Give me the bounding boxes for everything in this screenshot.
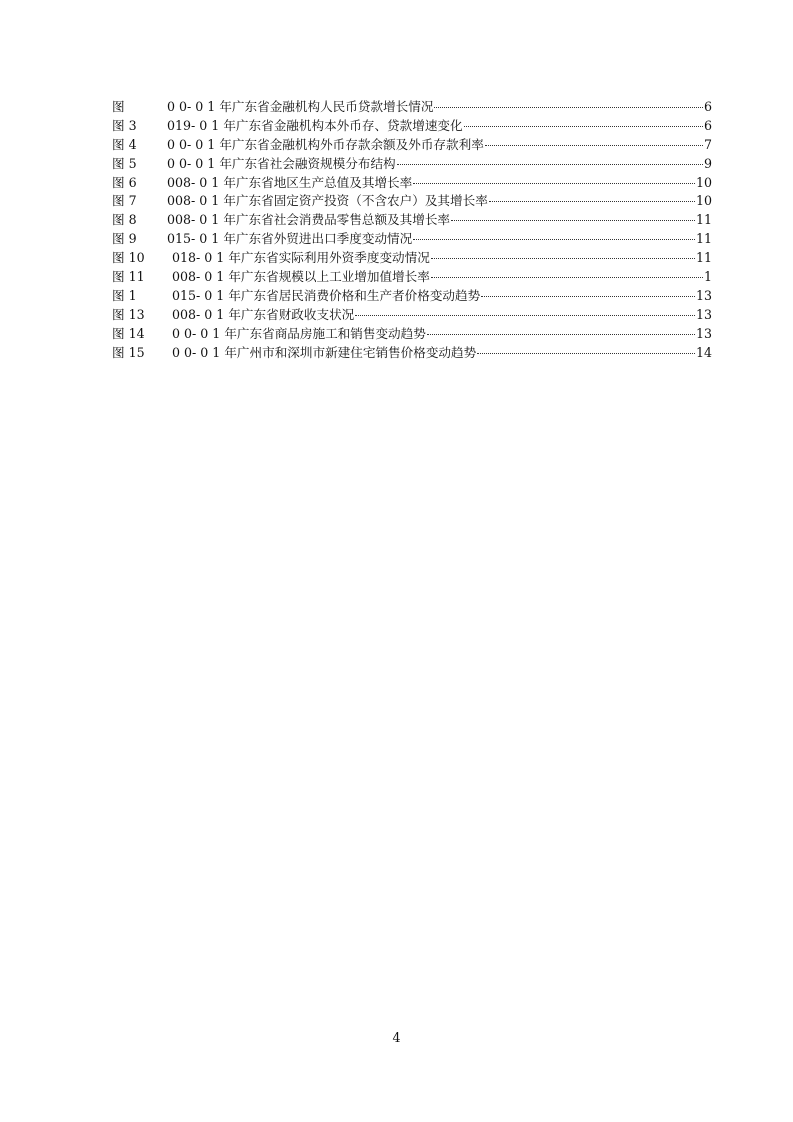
toc-leader-dots [434, 107, 703, 108]
toc-figure-label: 图 [112, 99, 125, 114]
toc-figure-title: 0 0- 0 1 年广州市和深圳市新建住宅销售价格变动趋势 [172, 344, 477, 360]
toc-page-number: 13 [695, 306, 712, 322]
toc-figure-title: 0 0- 0 1 年广东省社会融资规模分布结构 [167, 155, 396, 171]
toc-page-number: 13 [695, 287, 712, 303]
toc-leader-dots [427, 334, 695, 335]
toc-entry[interactable] [112, 287, 712, 306]
toc-figure-title: 008- 0 1 年广东省地区生产总值及其增长率 [167, 174, 413, 190]
toc-leader-dots [477, 353, 695, 354]
toc-leader-dots [413, 239, 695, 240]
toc-entry[interactable] [112, 136, 712, 155]
toc-page-number: 6 [703, 99, 712, 114]
toc-figure-label: 图 1 [112, 287, 137, 303]
toc-figure-title: 0 0- 0 1 年广东省金融机构人民币贷款增长情况 [167, 99, 434, 114]
toc-leader-dots [485, 145, 703, 146]
toc-entry[interactable] [112, 192, 712, 211]
toc-figure-title: 0 0- 0 1 年广东省金融机构外币存款余额及外币存款利率 [167, 136, 484, 152]
toc-leader-dots [355, 315, 695, 316]
toc-figure-title: 008- 0 1 年广东省规模以上工业增加值增长率 [172, 269, 430, 285]
toc-figure-title: 008- 0 1 年广东省社会消费品零售总额及其增长率 [167, 212, 451, 228]
toc-figure-title: 008- 0 1 年广东省固定资产投资（不含农户）及其增长率 [167, 193, 488, 209]
toc-figure-title: 018- 0 1 年广东省实际利用外资季度变动情况 [172, 250, 430, 266]
toc-entry[interactable] [112, 98, 712, 117]
toc-entry[interactable] [112, 211, 712, 230]
toc-figure-label: 图 14 [112, 325, 145, 341]
toc-page-number: 6 [703, 117, 712, 133]
toc-entry[interactable] [112, 325, 712, 344]
toc-entry[interactable] [112, 117, 712, 136]
toc-figure-label: 图 9 [112, 231, 137, 247]
figure-toc [112, 98, 712, 362]
toc-page-number: 10 [695, 174, 712, 190]
toc-figure-label: 图 15 [112, 344, 145, 360]
toc-page-number: 7 [703, 136, 712, 152]
toc-page-number: 1 [703, 269, 712, 285]
toc-entry[interactable] [112, 174, 712, 193]
toc-entry[interactable] [112, 306, 712, 325]
toc-figure-label: 图 3 [112, 117, 137, 133]
toc-leader-dots [464, 126, 703, 127]
toc-page-number: 11 [695, 212, 712, 228]
toc-leader-dots [451, 220, 695, 221]
toc-page-number: 13 [695, 325, 712, 341]
toc-figure-title: 015- 0 1 年广东省外贸进出口季度变动情况 [167, 231, 413, 247]
toc-figure-label: 图 7 [112, 193, 137, 209]
toc-page-number: 10 [695, 193, 712, 209]
toc-figure-label: 图 10 [112, 250, 145, 266]
toc-figure-label: 图 11 [112, 269, 145, 285]
toc-page-number: 11 [695, 231, 712, 247]
toc-figure-title: 019- 0 1 年广东省金融机构本外币存、贷款增速变化 [167, 117, 463, 133]
toc-page-number: 9 [703, 155, 712, 171]
toc-entry[interactable] [112, 344, 712, 363]
toc-figure-label: 图 4 [112, 136, 137, 152]
toc-entry[interactable] [112, 155, 712, 174]
toc-entry[interactable] [112, 268, 712, 287]
toc-figure-label: 图 13 [112, 306, 145, 322]
toc-leader-dots [481, 296, 695, 297]
toc-leader-dots [431, 258, 695, 259]
page-number-footer: 4 [392, 1030, 401, 1045]
toc-entry[interactable] [112, 230, 712, 249]
toc-page-number: 11 [695, 250, 712, 266]
toc-figure-title: 0 0- 0 1 年广东省商品房施工和销售变动趋势 [172, 325, 426, 341]
toc-page-number: 14 [695, 344, 712, 360]
toc-figure-title: 008- 0 1 年广东省财政收支状况 [172, 306, 355, 322]
toc-leader-dots [397, 164, 703, 165]
toc-figure-title: 015- 0 1 年广东省居民消费价格和生产者价格变动趋势 [172, 287, 481, 303]
toc-leader-dots [431, 277, 703, 278]
toc-leader-dots [489, 201, 695, 202]
toc-figure-label: 图 5 [112, 155, 137, 171]
toc-figure-label: 图 6 [112, 174, 137, 190]
toc-figure-label: 图 8 [112, 212, 137, 228]
toc-leader-dots [413, 183, 695, 184]
toc-entry[interactable] [112, 249, 712, 268]
